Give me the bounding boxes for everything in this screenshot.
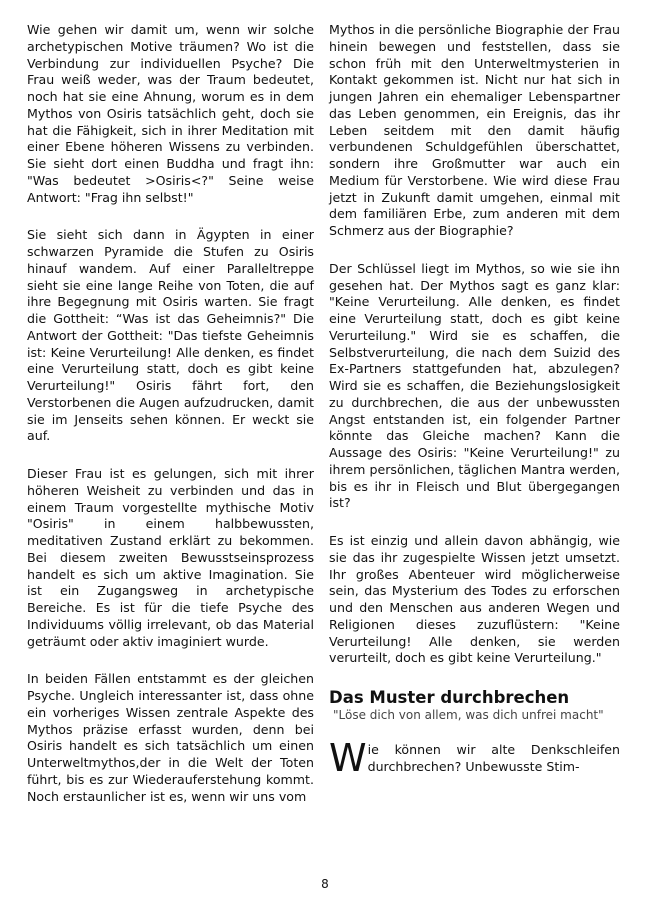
- right-column: [329, 22, 620, 780]
- paragraph: Dieser Frau ist es gelungen, sich mit ihrer höheren Weisheit zu verbinden und das in einem Traum vorgestellte mythische Motiv "Osiris" in einem halbbewussten, meditativen Zustand erklärt zu bekommen. Bei diesem zweiten Bewusstseinsprozess handelt es sich um aktive Imagination. Sie ist ein Zugangsweg in archetypische Bereiche. Es ist für die tiefe Psyche des Individuums völlig irrelevant, ob das Material geträumt oder aktiv imaginiert wurde.: [27, 466, 314, 649]
- section-heading: Das Muster durchbrechen: [329, 688, 570, 707]
- section-subtitle: "Löse dich von allem, was dich unfrei macht": [333, 708, 604, 722]
- dropcap-paragraph-text: ie können wir alte Denkschleifen durchbrechen? Unbewusste Stim-: [367, 742, 620, 774]
- dropcap-letter: W: [329, 736, 367, 780]
- page-number: 8: [321, 877, 329, 891]
- paragraph: Wie gehen wir damit um, wenn wir solche archetypischen Motive träumen? Wo ist die Verbindung zur individuellen Psyche? Die Frau weiß weder, was der Traum bedeutet, noch hat sie eine Ahnung, worum es in dem Mythos von Osiris tatsächlich geht, doch sie hat die Fähigkeit, sich in ihrer Meditation mit einer Ebene höheren Wissens zu verbinden. Sie sieht dort einen Buddha und fragt ihn: "Was bedeutet >Osiris<?" Seine weise Antwort: "Frag ihn selbst!": [27, 22, 314, 205]
- paragraph: Sie sieht sich dann in Ägypten in einer schwarzen Pyramide die Stufen zu Osiris hinauf wandem. Auf einer Paralleltreppe sieht sie eine lange Reihe von Toten, die auf ihre Begegnung mit Osiris warten. Sie fragt die Gottheit: “Was ist das Geheimnis?" Die Antwort der Gottheit: "Das tiefste Geheimnis ist: Keine Verurteilung! Alle denken, es findet eine Verurteilung statt, doch es gibt keine Verurteilung!" Osiris fährt fort, den Verstorbenen die Augen aufzudrucken, damit sie im Jenseits sehen können. Er weckt sie auf.: [27, 227, 314, 444]
- left-column: [27, 22, 314, 826]
- dropcap-paragraph: [329, 736, 620, 780]
- paragraph: In beiden Fällen entstammt es der gleichen Psyche. Ungleich interessanter ist, dass ohne ein vorheriges Wissen zentrale Aspekte des Mythos präzise erfasst wurden, denn bei Osiris handelt es sich tatsächlich um einen Unterweltmythos,der in die Welt der Toten führt, bis es zur Wiederauferstehung kommt. Noch erstaunlicher ist es, wenn wir uns vom: [27, 671, 314, 804]
- paragraph: Der Schlüssel liegt im Mythos, so wie sie ihn gesehen hat. Der Mythos sagt es ganz klar: "Keine Verurteilung. Alle denken, es findet eine Verurteilung statt, doch es gibt keine Verurteilung." Wird sie es schaffen, die Selbstverurteilung, die nach dem Suizid des Ex-Partners stattgefunden hat, abzulegen? Wird sie es schaffen, die Beziehungslosigkeit zu durchbrechen, die aus der unbewussten Angst entstanden ist, ein folgender Partner könnte das Gleiche machen? Kann die Aussage des Osiris: "Keine Verurteilung!" zu ihrem persönlichen, täglichen Mantra werden, bis es ihr in Fleisch und Blut übergegangen ist?: [329, 260, 620, 511]
- paragraph: Mythos in die persönliche Biographie der Frau hinein bewegen und feststellen, dass sie schon früh mit den Unterweltmysterien in Kontakt gekommen ist. Nicht nur hat sich in jungen Jahren ein ehemaliger Lebenspartner das Leben genommen, ein Ereignis, das ihr Leben seitdem mit den damit häufig verbundenen Schuldgefühlen überschattet, sondern ihre Großmutter war auch ein Medium für Verstorbene. Wie wird diese Frau jetzt in Zukunft damit umgehen, einmal mit dem familiären Erbe, zum anderen mit dem Schmerz aus der Biographie?: [329, 22, 620, 238]
- paragraph: Es ist einzig und allein davon abhängig, wie sie das ihr zugespielte Wissen jetzt umsetzt. Ihr großes Abenteuer wird möglicherweise sein, das Mysterium des Todes zu erforschen und den Menschen aus anderen Wegen und Religionen dieses zuzuflüstern: "Keine Verurteilung! Alle denken, sie werden verurteilt, doch es gibt keine Verurteilung.": [329, 533, 620, 666]
